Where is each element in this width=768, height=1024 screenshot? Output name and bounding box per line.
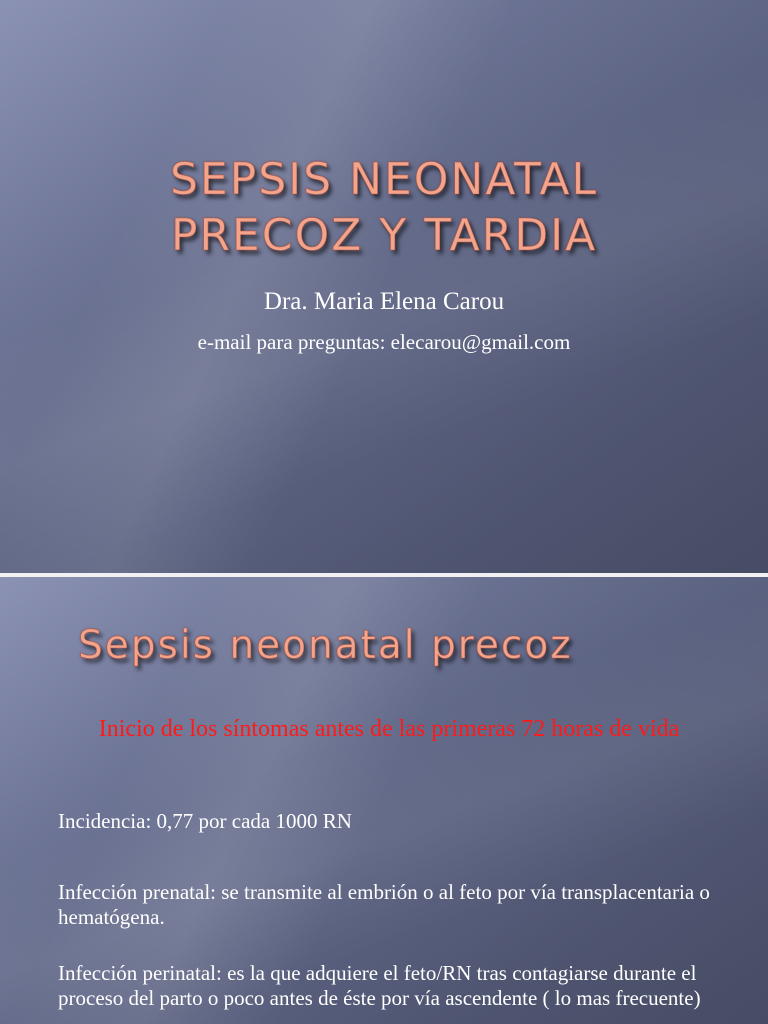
author-name: Dra. Maria Elena Carou [263, 288, 505, 315]
paragraph-prenatal: Infección prenatal: se transmite al embrión o al feto por vía transplacentaria o hematógena. [58, 880, 710, 929]
slide-heading: Sepsis neonatal precoz [78, 623, 573, 668]
title-line-1: SEPSIS NEONATAL [169, 154, 599, 205]
contact-email: e-mail para preguntas: elecarou@gmail.com [197, 330, 571, 354]
presentation-title [0, 152, 768, 264]
highlight-text: Inicio de los síntomas antes de las primeras 72 horas de vida [98, 716, 680, 742]
paragraph-perinatal: Infección perinatal: es la que adquiere el feto/RN tras contagiarse durante el proceso del parto o poco antes de éste por vía ascendente ( lo mas frecuente) [58, 961, 701, 1010]
slide-content [0, 577, 768, 1024]
paragraph-incidence: Incidencia: 0,77 por cada 1000 RN [58, 809, 352, 833]
title-line-2: PRECOZ Y TARDIA [170, 210, 598, 261]
